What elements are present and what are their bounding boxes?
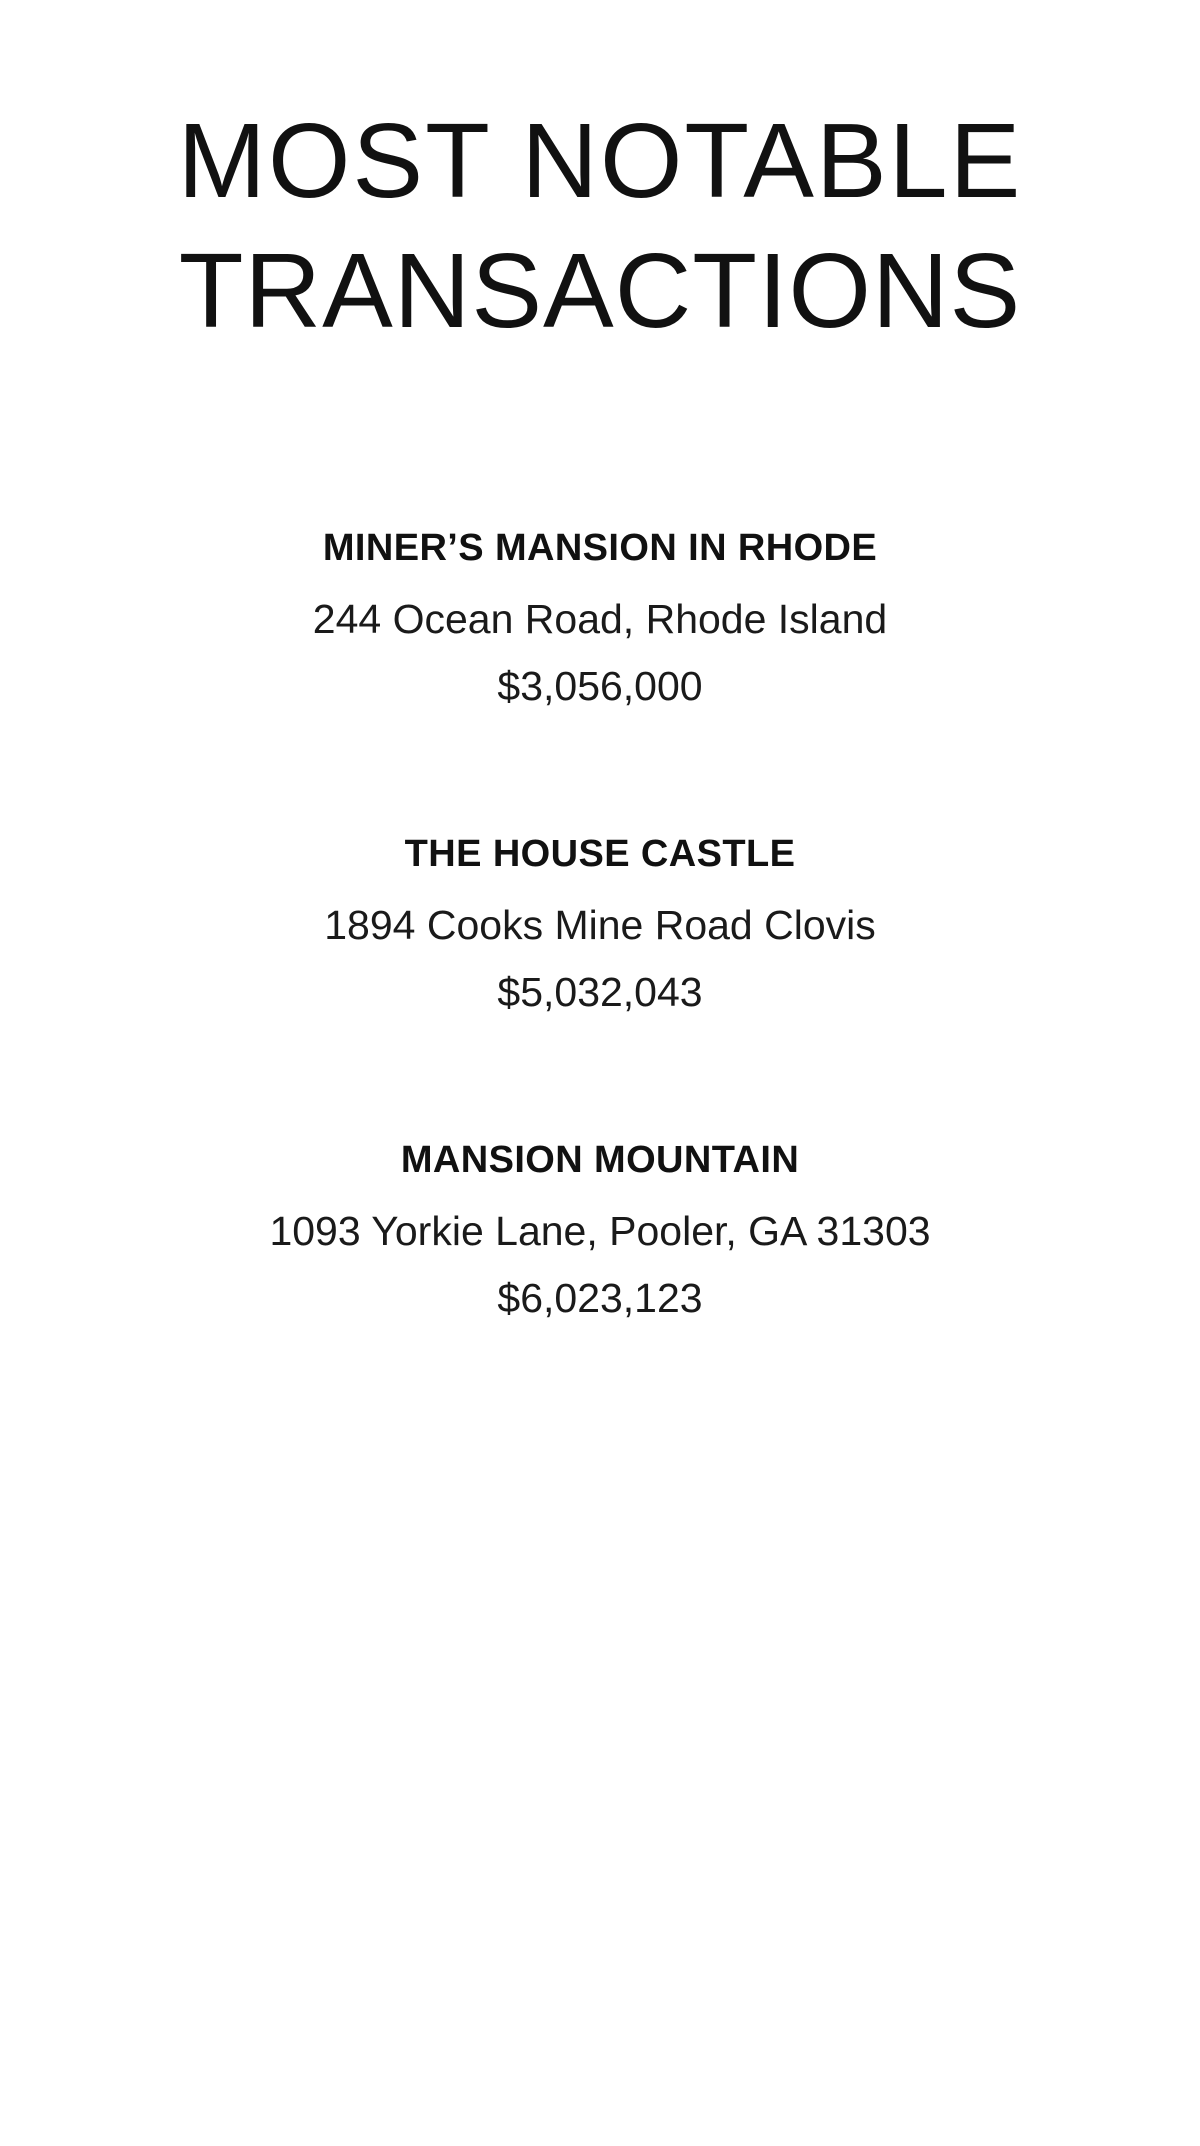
- list-item: [60, 832, 1140, 1018]
- list-item: [60, 1138, 1140, 1324]
- transactions-list: [60, 526, 1140, 1324]
- list-item: [60, 526, 1140, 712]
- page-bottom-spacer: [60, 1324, 1140, 1325]
- listing-address: 1093 Yorkie Lane, Pooler, GA 31303: [269, 1207, 931, 1254]
- page-title: [60, 0, 1140, 350]
- listing-address: 1894 Cooks Mine Road Clovis: [324, 901, 876, 948]
- listing-name: THE HOUSE CASTLE: [404, 833, 796, 876]
- listing-name: MINER’S MANSION IN RHODE: [322, 527, 878, 569]
- listing-name: MANSION MOUNTAIN: [400, 1139, 800, 1182]
- listing-price: $6,023,123: [497, 1275, 703, 1322]
- page-title-line-2: TRANSACTIONS: [178, 232, 1022, 350]
- listing-price: $3,056,000: [497, 662, 703, 709]
- listing-price: $5,032,043: [497, 968, 703, 1015]
- listing-address: 244 Ocean Road, Rhode Island: [312, 595, 888, 642]
- page-title-line-1: MOST NOTABLE: [177, 102, 1023, 220]
